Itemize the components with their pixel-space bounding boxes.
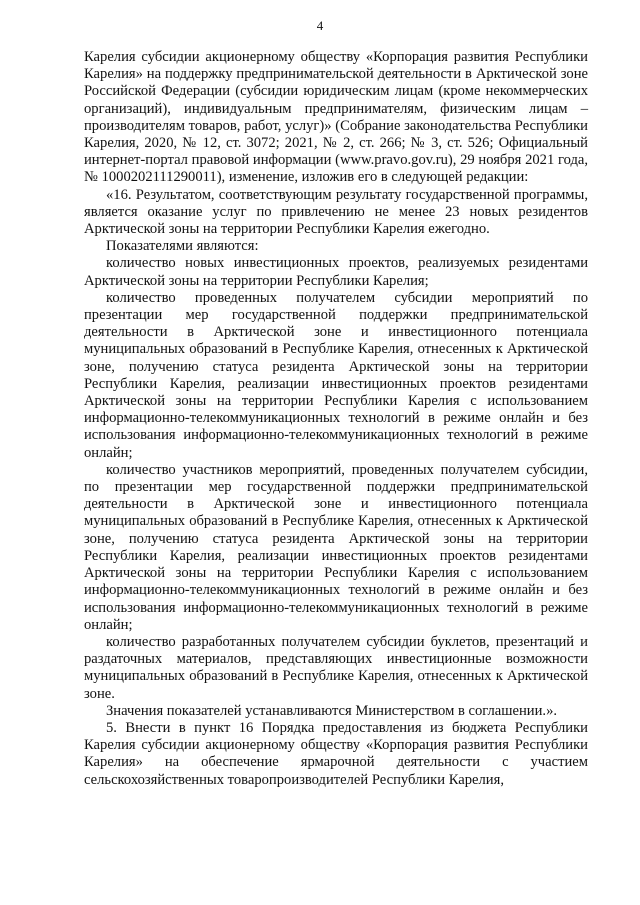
document-body bbox=[84, 49, 588, 789]
paragraph: «16. Результатом, соответствующим результату государственной программы, является оказание услуг по привлечению не менее 23 новых резидентов Арктической зоны на территории Республики Карелия ежегодно. bbox=[84, 186, 588, 238]
page-number: 4 bbox=[316, 18, 324, 33]
paragraph: количество проведенных получателем субсидии мероприятий по презентации мер государственной поддержки предпринимательской деятельности в Арктической зоне и инвестиционного потенциала муниципальных образований в Республике Карелия, отнесенных к Арктической зоне, получению статуса резидента Арктической зоны на территории Республики Карелия, реализации инвестиционных проектов резидентами Арктической зоны на территории Республики Карелия с использованием информационно-телекоммуникационных технологий в режиме онлайн и без использования информационно-телекоммуникационных технологий в режиме онлайн; bbox=[84, 289, 588, 461]
paragraph: количество участников мероприятий, проведенных получателем субсидии, по презентации мер государственной поддержки предпринимательской деятельности в Арктической зоне и инвестиционного потенциала муниципальных образований в Республике Карелия, отнесенных к Арктической зоне, получению статуса резидента Арктической зоны на территории Республики Карелия, реализации инвестиционных проектов резидентами Арктической зоны на территории Республики Карелия с использованием информационно-телекоммуникационных технологий в режиме онлайн и без использования информационно-телекоммуникационных технологий в режиме онлайн; bbox=[84, 461, 588, 633]
paragraph: Карелия субсидии акционерному обществу «Корпорация развития Республики Карелия» на поддержку предпринимательской деятельности в Арктической зоне Российской Федерации (субсидии юридическим лицам (кроме некоммерческих организаций), индивидуальным предпринимателям, физическим лицам – производителям товаров, работ, услуг)» (Собрание законодательства Республики Карелия, 2020, № 12, ст. 3072; 2021, № 2, ст. 266; № 3, ст. 526; Официальный интернет-портал правовой информации (www.pravo.gov.ru), 29 ноября 2021 года, № 1000202111290011), изменение, изложив его в следующей редакции: bbox=[84, 49, 588, 186]
paragraph: 5. Внести в пункт 16 Порядка предоставления из бюджета Республики Карелия субсидии акционерному обществу «Корпорация развития Республики Карелия» на обеспечение ярмарочной деятельности с участием сельскохозяйственных товаропроизводителей Республики Карелия, bbox=[84, 719, 588, 788]
paragraph: количество новых инвестиционных проектов, реализуемых резидентами Арктической зоны на территории Республики Карелия; bbox=[84, 255, 588, 289]
paragraph: количество разработанных получателем субсидии буклетов, презентаций и раздаточных материалов, представляющих инвестиционные возможности муниципальных образований в Республике Карелия, отнесенных к Арктической зоне. bbox=[84, 633, 588, 702]
paragraph: Значения показателей устанавливаются Министерством в соглашении.». bbox=[106, 702, 558, 719]
paragraph: Показателями являются: bbox=[106, 238, 259, 255]
